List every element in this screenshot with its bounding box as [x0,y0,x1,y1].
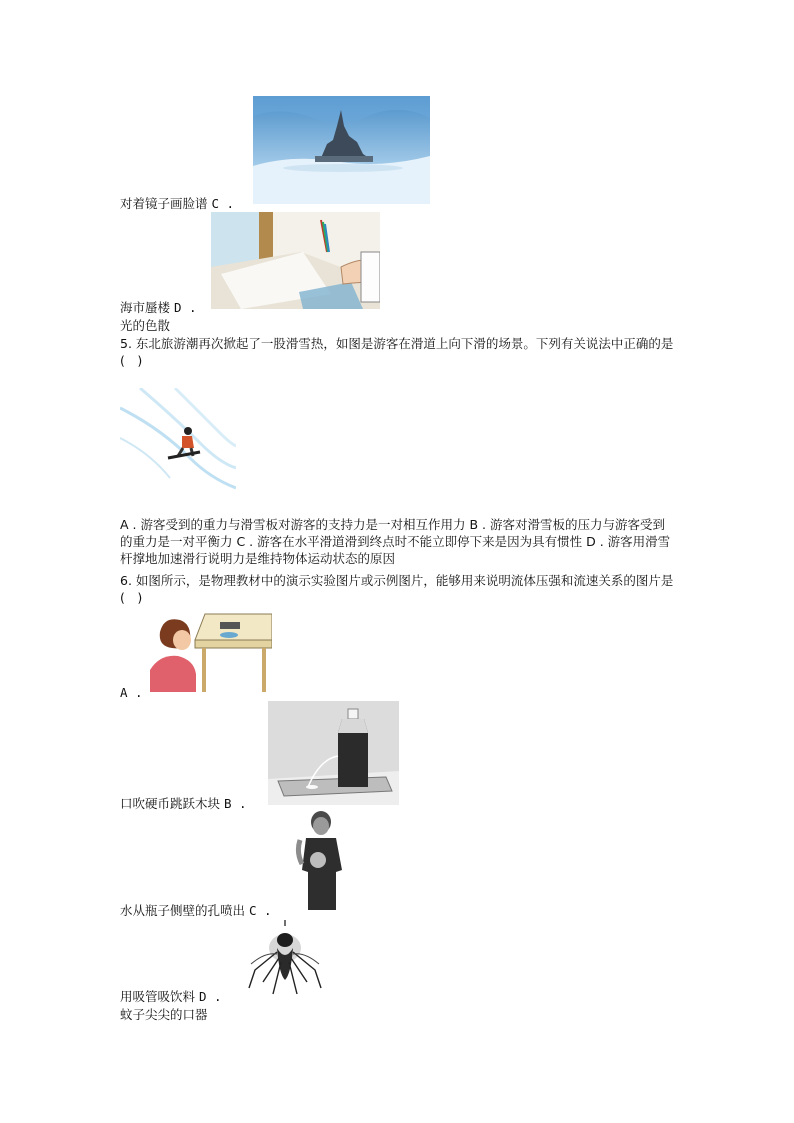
question-5-stem: 5. 东北旅游潮再次掀起了一股滑雪热，如图是游客在滑道上向下滑的场景。下列有关说法中正确的是( ) [120,336,674,368]
q6-option-a-label: A . [120,685,143,700]
bottle-jet-image [268,701,399,805]
q6-option-b-label: B . [224,796,247,811]
caption-dispersion: 光的色散 [120,318,171,333]
snowboarder-image [120,388,236,495]
q6-line-d [120,988,222,1005]
caption-blow-coin: 口吹硬币跳跃木块 [120,796,221,811]
caption-mosquito: 蚊子尖尖的口器 [120,1007,208,1022]
caption-mirror-face: 对着镜子画脸谱 [120,196,208,211]
q6-line-b [120,795,247,812]
dispersion-image [211,212,380,309]
mirage-castle-image [253,96,430,204]
q6-option-d-label: D . [199,989,222,1004]
caption-bottle-jet: 水从瓶子侧壁的孔喷出 [120,903,246,918]
question-5-options: A . 游客受到的重力与滑雪板对游客的支持力是一对相互作用力 B . 游客对滑雪板的压力与游客受到的重力是一对平衡力 C . 游客在水平滑道滑到终点时不能立即停下来是因为具有惯性 D . 游客用滑雪杆撑地加速滑行说明力是维持物体运动状态的原因 [120,517,671,566]
q4-line-c [120,299,197,316]
option-d-label: D . [174,300,197,315]
blow-coin-image [150,610,272,692]
mosquito-image [241,918,330,997]
question-6-stem: 6. 如图所示，是物理教材中的演示实验图片或示例图片，能够用来说明流体压强和流速关系的图片是( ) [120,573,674,605]
option-c-label: C . [211,196,235,211]
q6-option-c-label: C . [249,903,272,918]
q4-line-b [120,195,234,212]
caption-mirage: 海市蜃楼 [120,300,171,315]
q6-line-c [120,902,272,919]
caption-straw: 用吸管吸饮料 [120,989,196,1004]
boy-straw-image [294,810,348,911]
